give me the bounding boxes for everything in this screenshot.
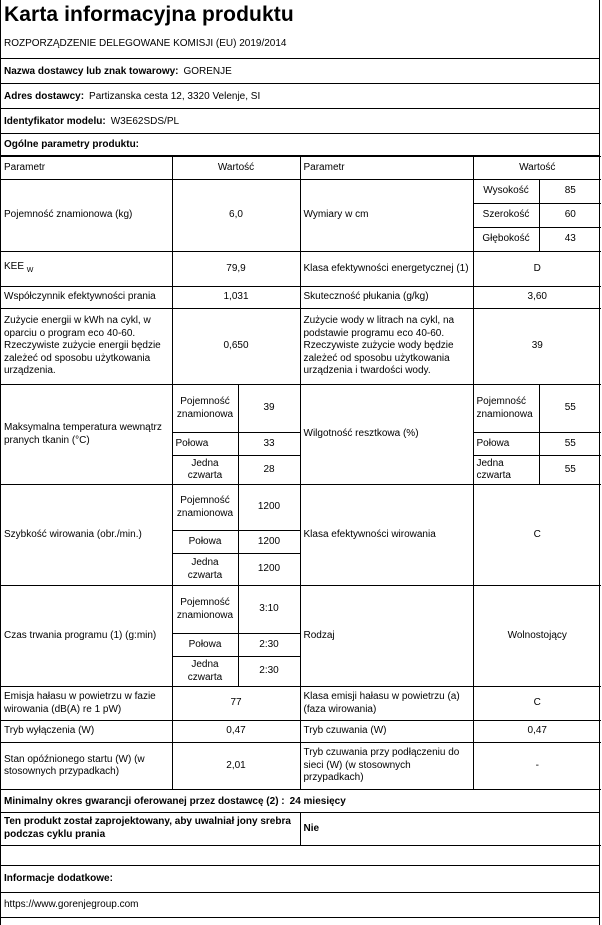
additional-info-row bbox=[1, 893, 599, 918]
model-value: W3E62SDS/PL bbox=[110, 115, 180, 127]
duration-value-half: 2:30 bbox=[238, 634, 300, 657]
warranty-row bbox=[1, 790, 599, 813]
header-value-right: Wartość bbox=[473, 157, 601, 180]
off-mode-label: Tryb wyłączenia (W) bbox=[1, 721, 172, 743]
silver-ions-table bbox=[1, 813, 601, 846]
washing-index-value: 1,031 bbox=[172, 287, 300, 309]
standby-label: Tryb czuwania (W) bbox=[300, 721, 473, 743]
table-row bbox=[1, 252, 601, 287]
regulation-reference: ROZPORZĄDZENIE DELEGOWANE KOMISJI (EU) 2019/2014 bbox=[1, 34, 599, 59]
parameters-table bbox=[1, 156, 601, 790]
eei-label: KEE $_W$ bbox=[1, 252, 172, 287]
dimensions-label: Wymiary w cm bbox=[300, 180, 473, 252]
width-value: 60 bbox=[539, 204, 601, 228]
spin-speed-label: Szybkość wirowania (obr./min.) bbox=[1, 485, 172, 586]
spacer-divider bbox=[1, 846, 599, 866]
table-row bbox=[1, 743, 601, 790]
energy-class-label: Klasa efektywności energetycznej (1) bbox=[300, 252, 473, 287]
model-row bbox=[1, 109, 599, 134]
table-row bbox=[1, 813, 601, 845]
duration-sub-half: Połowa bbox=[172, 634, 238, 657]
supplier-row bbox=[1, 59, 599, 84]
delay-start-label: Stan opóźnionego startu (W) (w stosownych przypadkach) bbox=[1, 743, 172, 790]
manufacturer-url-link[interactable]: https://www.gorenjegroup.com bbox=[4, 899, 139, 910]
rinsing-value: 3,60 bbox=[473, 287, 601, 309]
capacity-label: Pojemność znamionowa (kg) bbox=[1, 180, 172, 252]
header-parameter-right: Parametr bbox=[300, 157, 473, 180]
max-temp-value-half: 33 bbox=[238, 433, 300, 456]
noise-label: Emisja hałasu w powietrzu w fazie wirowania (dB(A) re 1 pW) bbox=[1, 687, 172, 721]
spin-class-label: Klasa efektywności wirowania bbox=[300, 485, 473, 586]
spin-speed-sub-half: Połowa bbox=[172, 531, 238, 554]
eei-value: 79,9 bbox=[172, 252, 300, 287]
model-label: Identyfikator modelu: bbox=[4, 115, 106, 127]
off-mode-value: 0,47 bbox=[172, 721, 300, 743]
moisture-value-half: 55 bbox=[539, 433, 601, 456]
duration-value-quarter: 2:30 bbox=[238, 657, 300, 687]
moisture-label: Wilgotność resztkowa (%) bbox=[300, 385, 473, 485]
warranty-value: 24 miesięcy bbox=[289, 795, 346, 807]
table-row bbox=[1, 309, 601, 385]
capacity-value: 6,0 bbox=[172, 180, 300, 252]
header-parameter-left: Parametr bbox=[1, 157, 172, 180]
moisture-sub-half: Połowa bbox=[473, 433, 539, 456]
moisture-value-quarter: 55 bbox=[539, 456, 601, 485]
table-row bbox=[1, 687, 601, 721]
water-cycle-value: 39 bbox=[473, 309, 601, 385]
address-row bbox=[1, 84, 599, 109]
additional-info-heading: Informacje dodatkowe: bbox=[1, 866, 599, 893]
general-parameters-heading: Ogólne parametry produktu: bbox=[1, 134, 599, 156]
max-temp-sub-rated: Pojemność znamionowa bbox=[172, 385, 238, 433]
max-temp-label: Maksymalna temperatura wewnątrz pranych tkanin (°C) bbox=[1, 385, 172, 485]
silver-ions-value: Nie bbox=[300, 813, 601, 845]
duration-sub-quarter: Jedna czwarta bbox=[172, 657, 238, 687]
water-cycle-label: Zużycie wody w litrach na cykl, na podstawie programu eco 40-60. Rzeczywiste zużycie wody będzie zależeć od sposobu użytkowania urządzenia i twardości wody. bbox=[300, 309, 473, 385]
table-row bbox=[1, 180, 601, 204]
supplier-value: GORENJE bbox=[183, 65, 232, 77]
moisture-value-rated: 55 bbox=[539, 385, 601, 433]
noise-class-value: C bbox=[473, 687, 601, 721]
type-value: Wolnostojący bbox=[473, 586, 601, 687]
spin-speed-value-rated: 1200 bbox=[238, 485, 300, 531]
max-temp-value-quarter: 28 bbox=[238, 456, 300, 485]
spin-speed-sub-rated: Pojemność znamionowa bbox=[172, 485, 238, 531]
page-title: Karta informacyjna produktu bbox=[4, 3, 294, 26]
address-label: Adres dostawcy: bbox=[4, 90, 85, 102]
spin-speed-sub-quarter: Jedna czwarta bbox=[172, 554, 238, 586]
type-label: Rodzaj bbox=[300, 586, 473, 687]
spin-speed-value-quarter: 1200 bbox=[238, 554, 300, 586]
energy-cycle-label: Zużycie energii w kWh na cykl, w oparciu o program eco 40-60. Rzeczywiste zużycie energii będzie zależeć od sposobu użytkowania urządzenia. bbox=[1, 309, 172, 385]
delay-start-value: 2,01 bbox=[172, 743, 300, 790]
moisture-sub-rated: Pojemność znamionowa bbox=[473, 385, 539, 433]
max-temp-sub-quarter: Jedna czwarta bbox=[172, 456, 238, 485]
supplier-label: Nazwa dostawcy lub znak towarowy: bbox=[4, 65, 179, 77]
duration-value-rated: 3:10 bbox=[238, 586, 300, 634]
noise-value: 77 bbox=[172, 687, 300, 721]
max-temp-sub-half: Połowa bbox=[172, 433, 238, 456]
network-standby-value: - bbox=[473, 743, 601, 790]
table-row bbox=[1, 287, 601, 309]
table-row bbox=[1, 385, 601, 433]
rinsing-label: Skuteczność płukania (g/kg) bbox=[300, 287, 473, 309]
noise-class-label: Klasa emisji hałasu w powietrzu (a) (faza wirowania) bbox=[300, 687, 473, 721]
address-value: Partizanska cesta 12, 3320 Velenje, SI bbox=[89, 90, 261, 102]
warranty-label: Minimalny okres gwarancji oferowanej przez dostawcę (2) : bbox=[4, 795, 285, 807]
table-header-row bbox=[1, 157, 601, 180]
table-row bbox=[1, 485, 601, 531]
energy-cycle-value: 0,650 bbox=[172, 309, 300, 385]
depth-value: 43 bbox=[539, 228, 601, 252]
height-label: Wysokość bbox=[473, 180, 539, 204]
energy-class-value: D bbox=[473, 252, 601, 287]
header-value-left: Wartość bbox=[172, 157, 300, 180]
max-temp-value-rated: 39 bbox=[238, 385, 300, 433]
silver-ions-label: Ten produkt został zaprojektowany, aby uwalniał jony srebra podczas cyklu prania bbox=[1, 813, 300, 845]
washing-index-label: Współczynnik efektywności prania bbox=[1, 287, 172, 309]
width-label: Szerokość bbox=[473, 204, 539, 228]
table-row bbox=[1, 586, 601, 634]
duration-label: Czas trwania programu (1) (g:min) bbox=[1, 586, 172, 687]
spin-class-value: C bbox=[473, 485, 601, 586]
table-row bbox=[1, 721, 601, 743]
spin-speed-value-half: 1200 bbox=[238, 531, 300, 554]
duration-sub-rated: Pojemność znamionowa bbox=[172, 586, 238, 634]
standby-value: 0,47 bbox=[473, 721, 601, 743]
depth-label: Głębokość bbox=[473, 228, 539, 252]
height-value: 85 bbox=[539, 180, 601, 204]
network-standby-label: Tryb czuwania przy podłączeniu do sieci (W) (w stosownych przypadkach) bbox=[300, 743, 473, 790]
moisture-sub-quarter: Jedna czwarta bbox=[473, 456, 539, 485]
